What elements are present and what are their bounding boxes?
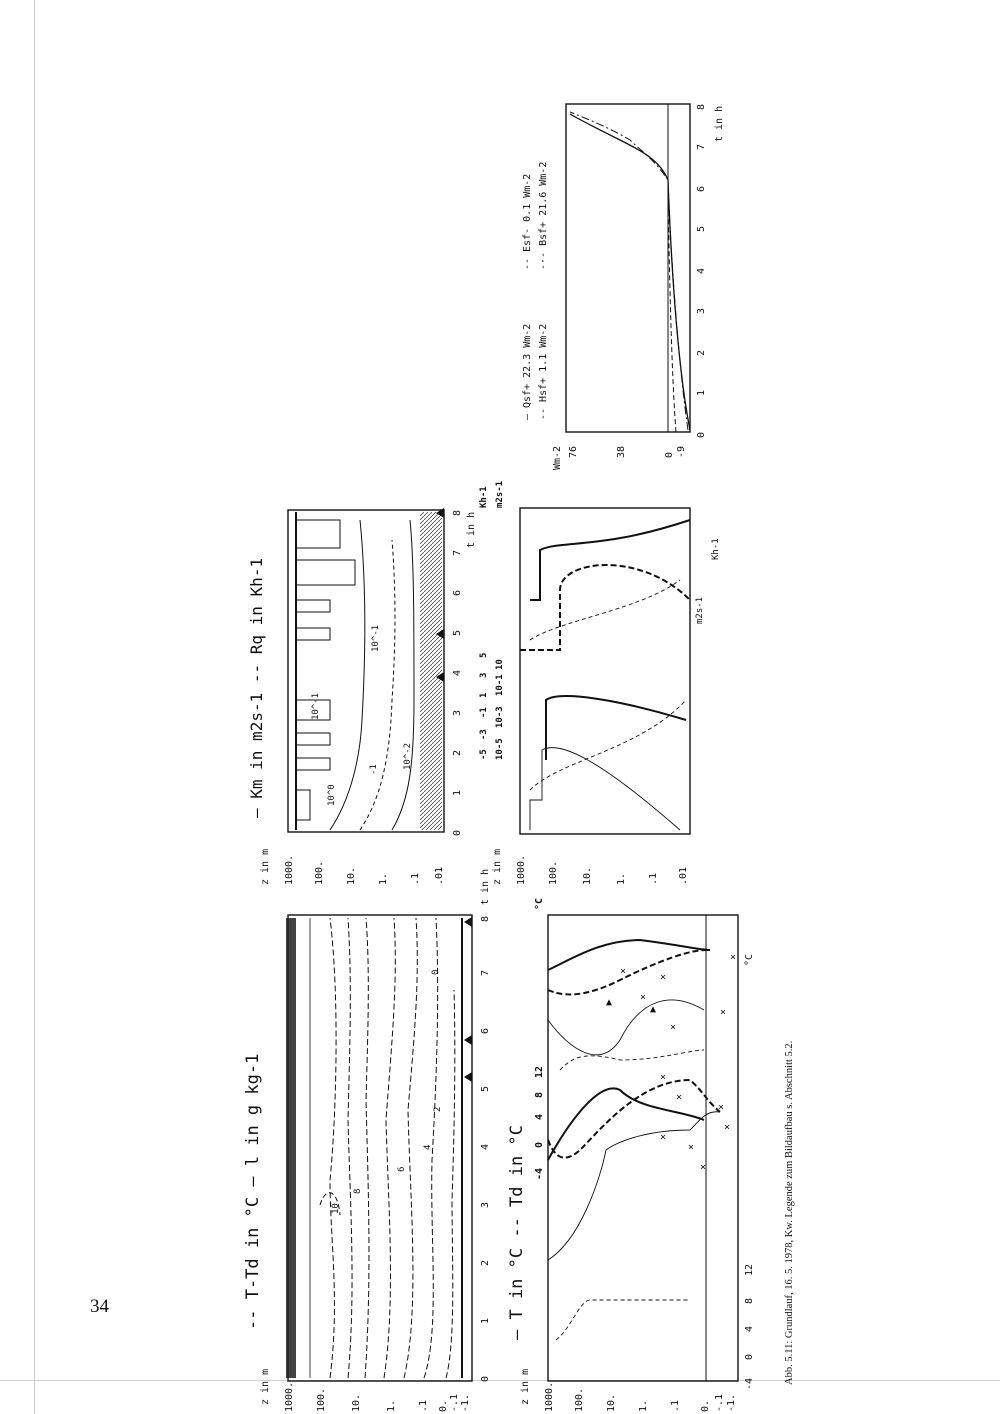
svg-text:▲: ▲ <box>650 1004 657 1015</box>
y-axis-label: z in m <box>520 1368 531 1405</box>
y-tick-label: 10. <box>346 866 357 885</box>
y-tick-label: -.1 <box>714 1393 725 1412</box>
x-tick-label: -4 <box>744 1377 755 1390</box>
y-tick-label: -9 <box>676 445 687 458</box>
y-tick-label: 38 <box>616 445 627 458</box>
temp-profile <box>548 1000 704 1055</box>
km-profile <box>530 748 680 830</box>
legend-entry: — Qsf+ 22.3 Wm-2 <box>522 323 533 420</box>
x-tick-label: 8 <box>452 509 463 516</box>
bsf-series <box>570 112 688 430</box>
panel-temp-contour <box>243 866 491 1412</box>
y-tick-label: 1. <box>386 1399 397 1412</box>
x-tick-label: 5 <box>479 652 489 658</box>
legend-entry: -- Hsf+ 1.1 Wm-2 <box>538 323 549 420</box>
x-tick-label: 10-1 <box>495 674 505 696</box>
svg-text:×: × <box>660 1132 667 1143</box>
svg-text:×: × <box>730 952 737 963</box>
y-tick-label: -1. <box>460 1393 471 1412</box>
x-tick-label: 4 <box>696 267 707 274</box>
x-tick-label: -4 <box>534 1167 545 1180</box>
x-tick-label: 10-3 <box>495 706 505 728</box>
contour-label: 10^-1 <box>311 692 321 720</box>
plot-frame <box>520 508 690 834</box>
y-tick-label: -.1 <box>449 1393 460 1412</box>
x-tick-label: 0 <box>744 1353 755 1360</box>
x-tick-label: -5 <box>479 749 489 760</box>
plot-frame <box>548 915 738 1381</box>
x-tick-label: 1 <box>480 1317 491 1324</box>
svg-text:×: × <box>700 1162 707 1173</box>
y-tick-label: 1. <box>616 872 627 885</box>
contour-label: 2 <box>433 1106 443 1112</box>
contour-line <box>446 990 455 1378</box>
y-tick-label: .1 <box>648 872 659 885</box>
x-tick-label: 8 <box>534 1091 545 1098</box>
rq-profile-thick <box>520 565 690 650</box>
x-axis-label: t in h <box>714 105 725 142</box>
x-tick-label: 0 <box>452 829 463 836</box>
unit-label: m2s-1 <box>495 480 505 508</box>
dewpoint-profile-thick <box>548 950 706 994</box>
x-tick-label: 2 <box>480 1259 491 1266</box>
x-tick-label: 8 <box>480 915 491 922</box>
unit-label: Kh-1 <box>479 486 489 508</box>
unit-label: °C <box>534 897 545 910</box>
svg-text:×: × <box>724 1122 731 1133</box>
km-contour <box>330 520 365 830</box>
y-tick-label: .1 <box>670 1399 681 1412</box>
y-axis-label: z in m <box>260 1368 271 1405</box>
x-tick-label: 2 <box>696 349 707 356</box>
x-tick-label: 3 <box>452 709 463 716</box>
panel-title: — Km in m2s-1 -- Rq in Kh-1 <box>247 557 266 818</box>
x-tick-label: 5 <box>480 1085 491 1092</box>
x-tick-label: 10-5 <box>495 738 505 760</box>
rq-contour <box>360 540 395 830</box>
x-tick-label: 2 <box>452 749 463 756</box>
contour-label: 10^-1 <box>371 624 381 652</box>
y-tick-label: 1000. <box>284 1381 295 1412</box>
y-tick-label: 100. <box>314 860 325 885</box>
unit-label: m2s-1 <box>695 596 705 624</box>
ground-hatch <box>420 512 442 830</box>
y-tick-label: 10. <box>606 1393 617 1412</box>
contour-label: -1 <box>369 764 379 775</box>
svg-text:×: × <box>720 1007 727 1018</box>
x-tick-label: 12 <box>744 1263 755 1276</box>
x-tick-label: 12 <box>534 1065 545 1078</box>
x-tick-label: 7 <box>696 143 707 150</box>
temp-profile <box>548 1112 720 1260</box>
y-tick-label: .1 <box>418 1399 429 1412</box>
panel-temp-profiles <box>507 898 755 1412</box>
y-tick-label: 10. <box>582 866 593 885</box>
dewpoint-profile <box>560 1050 704 1070</box>
panel-title: — T in °C -- Td in °C <box>507 1125 527 1340</box>
y-tick-label: 1. <box>638 1399 649 1412</box>
x-tick-label: 0 <box>480 1375 491 1382</box>
x-tick-label: 6 <box>480 1027 491 1034</box>
contour-label: 10^0 <box>327 784 337 806</box>
y-tick-label: 100. <box>316 1387 327 1412</box>
x-tick-label: 3 <box>696 307 707 314</box>
contour-label: 8 <box>353 1188 363 1194</box>
contour-line <box>365 918 369 1378</box>
y-tick-label: 10. <box>351 1393 362 1412</box>
x-tick-label: 1 <box>452 789 463 796</box>
x-tick-label: 3 <box>480 1201 491 1208</box>
contour-label: 10 <box>331 1203 341 1214</box>
svg-text:×: × <box>718 1102 725 1113</box>
y-tick-label: .01 <box>678 866 689 885</box>
y-tick-label: 0. <box>700 1399 711 1412</box>
y-tick-label: 76 <box>568 445 579 458</box>
svg-text:×: × <box>676 1092 683 1103</box>
rq-profile <box>530 580 680 640</box>
svg-text:×: × <box>620 966 627 977</box>
x-tick-label: 7 <box>480 969 491 976</box>
x-tick-label: 4 <box>534 1113 545 1120</box>
plot-frame <box>288 915 472 1381</box>
svg-text:▲: ▲ <box>606 997 613 1008</box>
contour-label: 10^-2 <box>403 742 413 770</box>
svg-text:×: × <box>640 992 647 1003</box>
contour-label: 4 <box>423 1144 433 1150</box>
y-tick-label: .1 <box>410 872 421 885</box>
qsf-series <box>570 114 690 430</box>
y-tick-label: 0 <box>664 451 675 458</box>
x-tick-label: 4 <box>744 1325 755 1332</box>
km-contour <box>296 520 355 820</box>
y-tick-label: 100. <box>548 860 559 885</box>
unit-label: Kh-1 <box>711 538 721 560</box>
x-tick-label: 4 <box>480 1143 491 1150</box>
x-tick-label: 5 <box>696 225 707 232</box>
x-axis-label: t in h <box>480 868 491 905</box>
x-tick-label: 6 <box>452 589 463 596</box>
figure-caption: Abb. 5.11: Grundlauf, 16. 5. 1978, Kw. Legende zum Bildaufbau s. Abschnitt 5.2. <box>784 1040 795 1385</box>
y-tick-label: -1. <box>726 1393 737 1412</box>
x-tick-label: 8 <box>696 103 707 110</box>
y-axis-label: z in m <box>260 848 271 885</box>
figure-caption-group <box>784 1041 795 1385</box>
hsf-series <box>668 200 676 432</box>
contour-label: 0 <box>431 969 441 975</box>
contour-label: 6 <box>397 1166 407 1172</box>
unit-label: °C <box>744 953 755 966</box>
svg-text:×: × <box>670 1022 677 1033</box>
y-tick-label: .01 <box>434 866 445 885</box>
panel-km-contour <box>247 508 477 885</box>
y-tick-label: 0. <box>438 1399 449 1412</box>
cloud-band <box>286 918 296 1378</box>
y-tick-label: 100. <box>574 1387 585 1412</box>
contour-line <box>330 918 336 1378</box>
y-tick-label: 1000. <box>544 1381 555 1412</box>
page-number: 34 <box>90 1296 109 1317</box>
temp-profile-thick <box>548 940 710 970</box>
plot-frame <box>566 104 690 432</box>
dewpoint-profile <box>556 1300 690 1340</box>
svg-text:×: × <box>660 972 667 983</box>
contour-line <box>384 918 395 1378</box>
panel-energy <box>522 104 725 470</box>
x-tick-label: 4 <box>452 669 463 676</box>
legend-entry: -- Esf- 0.1 Wm-2 <box>522 173 533 270</box>
contour-line <box>348 918 352 1378</box>
contour-line <box>404 918 417 1378</box>
x-tick-label: 0 <box>534 1141 545 1148</box>
x-tick-label: 6 <box>696 185 707 192</box>
x-tick-label: 0 <box>696 431 707 438</box>
x-tick-label: 10 <box>495 659 505 670</box>
svg-text:×: × <box>660 1072 667 1083</box>
panel-km-profiles <box>479 481 721 885</box>
x-tick-label: 3 <box>479 672 489 678</box>
y-axis-label: Wm-2 <box>552 445 563 470</box>
km-contour <box>392 520 414 830</box>
x-tick-label: 1 <box>696 389 707 396</box>
legend-entry: -·- Bsf+ 21.6 Wm-2 <box>538 161 549 270</box>
x-tick-label: -3 <box>479 729 489 740</box>
x-tick-label: 7 <box>452 549 463 556</box>
x-tick-label: 5 <box>452 629 463 636</box>
x-axis-label: t in h <box>466 511 477 548</box>
x-tick-label: -1 <box>479 707 489 718</box>
y-tick-label: 1. <box>378 872 389 885</box>
y-axis-label: z in m <box>492 848 503 885</box>
x-tick-label: 8 <box>744 1297 755 1304</box>
panel-title: -- T-Td in °C — l in g kg-1 <box>243 1053 263 1330</box>
time-markers <box>464 917 472 1082</box>
y-tick-label: 1000. <box>516 854 527 885</box>
svg-text:×: × <box>688 1142 695 1153</box>
x-tick-label: 1 <box>479 692 489 698</box>
km-profile-thick <box>530 520 690 600</box>
y-tick-label: 1000. <box>284 854 295 885</box>
